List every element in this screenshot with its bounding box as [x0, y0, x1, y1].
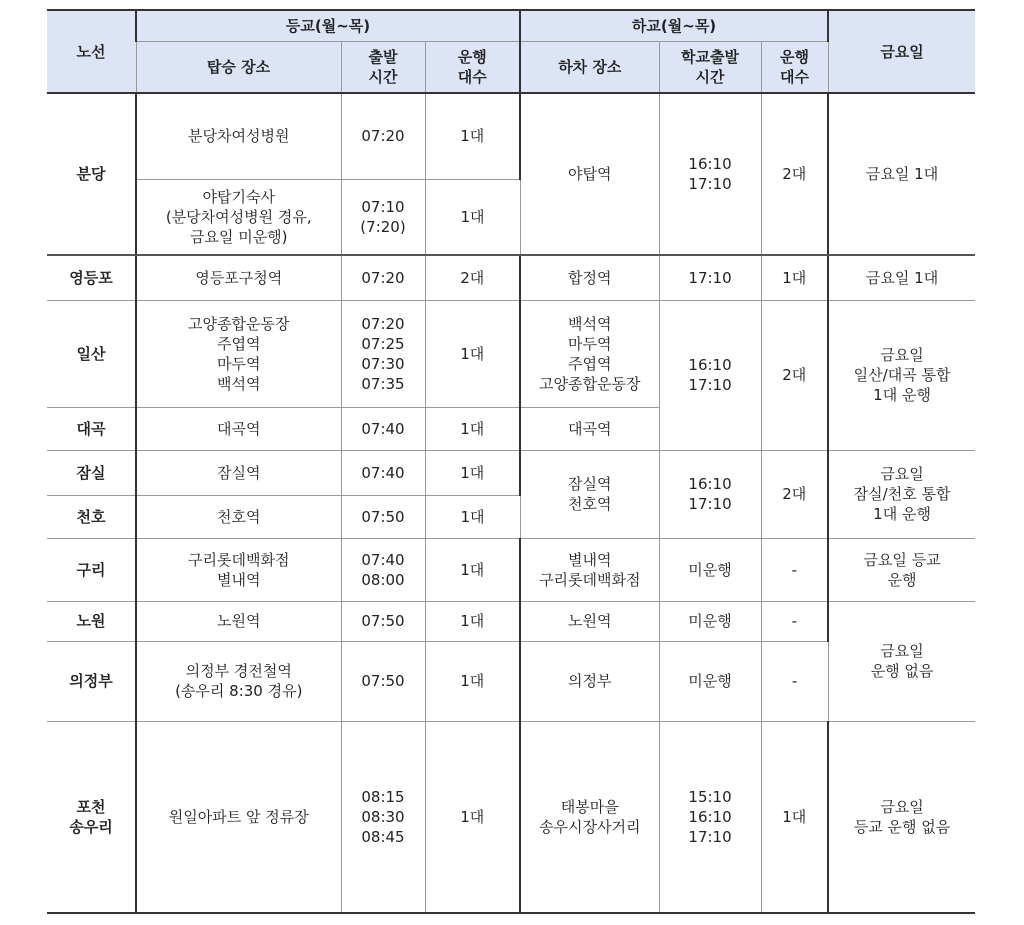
- header-friday: 금요일: [828, 10, 975, 93]
- drop-place: 태봉마을 송우시장사거리: [520, 721, 659, 913]
- bus-count-return: 2대: [761, 300, 828, 450]
- route-name: 의정부: [47, 641, 136, 721]
- header-drop-place: 하차 장소: [520, 42, 659, 94]
- bus-count: 1대: [425, 407, 520, 450]
- friday-info: 금요일 일산/대곡 통합 1대 운행: [828, 300, 975, 450]
- header-to-school: 등교(월~목): [136, 10, 520, 42]
- header-bus-count-return: 운행 대수: [761, 42, 828, 94]
- bus-count: 1대: [425, 538, 520, 601]
- school-depart-time: 미운행: [659, 538, 761, 601]
- depart-time: 07:10 (7:20): [341, 179, 425, 255]
- table-row: [47, 450, 975, 495]
- bus-count: 1대: [425, 300, 520, 407]
- bus-count: 1대: [425, 641, 520, 721]
- school-depart-time: 미운행: [659, 641, 761, 721]
- bus-count-return: -: [761, 641, 828, 721]
- depart-time: 07:40: [341, 450, 425, 495]
- route-name: 일산: [47, 300, 136, 407]
- school-depart-time: 16:10 17:10: [659, 450, 761, 538]
- school-depart-time: 미운행: [659, 601, 761, 641]
- bus-count-return: -: [761, 601, 828, 641]
- drop-place: 노원역: [520, 601, 659, 641]
- bus-count-return: 2대: [761, 450, 828, 538]
- bus-count: 1대: [425, 450, 520, 495]
- header-route: 노선: [47, 10, 136, 93]
- table-row: [47, 300, 975, 407]
- route-name: 천호: [47, 495, 136, 538]
- bus-count-return: -: [761, 538, 828, 601]
- drop-place: 야탑역: [520, 93, 659, 255]
- header-bus-count: 운행 대수: [425, 42, 520, 94]
- friday-info: 금요일 1대: [828, 255, 975, 300]
- board-place: 야탑기숙사 (분당차여성병원 경유, 금요일 미운행): [136, 179, 341, 255]
- bus-count: 1대: [425, 93, 520, 179]
- school-depart-time: 16:10 17:10: [659, 300, 761, 450]
- depart-time: 07:40 08:00: [341, 538, 425, 601]
- depart-time: 07:50: [341, 601, 425, 641]
- depart-time: 07:50: [341, 641, 425, 721]
- board-place: 의정부 경전철역 (송우리 8:30 경유): [136, 641, 341, 721]
- drop-place: 별내역 구리롯데백화점: [520, 538, 659, 601]
- board-place: 영등포구청역: [136, 255, 341, 300]
- header-from-school: 하교(월~목): [520, 10, 828, 42]
- bus-count: 2대: [425, 255, 520, 300]
- table-row: [47, 601, 975, 641]
- board-place: 천호역: [136, 495, 341, 538]
- friday-info: 금요일 1대: [828, 93, 975, 255]
- board-place: 분당차여성병원: [136, 93, 341, 179]
- route-name: 잠실: [47, 450, 136, 495]
- friday-info: 금요일 잠실/천호 통합 1대 운행: [828, 450, 975, 538]
- school-depart-time: 15:10 16:10 17:10: [659, 721, 761, 913]
- route-name: 분당: [47, 93, 136, 255]
- route-name: 구리: [47, 538, 136, 601]
- drop-place: 백석역 마두역 주엽역 고양종합운동장: [520, 300, 659, 407]
- header-school-depart-time: 학교출발 시간: [659, 42, 761, 94]
- drop-place: 대곡역: [520, 407, 659, 450]
- board-place: 구리롯데백화점 별내역: [136, 538, 341, 601]
- drop-place: 합정역: [520, 255, 659, 300]
- bus-count-return: 1대: [761, 721, 828, 913]
- bus-count-return: 1대: [761, 255, 828, 300]
- depart-time: 07:20 07:25 07:30 07:35: [341, 300, 425, 407]
- bus-count-return: 2대: [761, 93, 828, 255]
- bus-count: 1대: [425, 721, 520, 913]
- board-place: 노원역: [136, 601, 341, 641]
- depart-time: 08:15 08:30 08:45: [341, 721, 425, 913]
- board-place: 대곡역: [136, 407, 341, 450]
- board-place: 고양종합운동장 주엽역 마두역 백석역: [136, 300, 341, 407]
- header-depart-time: 출발 시간: [341, 42, 425, 94]
- table-row: [47, 721, 975, 913]
- depart-time: 07:20: [341, 255, 425, 300]
- bus-count: 1대: [425, 601, 520, 641]
- drop-place: 의정부: [520, 641, 659, 721]
- table-row: [47, 538, 975, 601]
- depart-time: 07:20: [341, 93, 425, 179]
- depart-time: 07:50: [341, 495, 425, 538]
- drop-place: 잠실역 천호역: [520, 450, 659, 538]
- bus-count: 1대: [425, 495, 520, 538]
- friday-info: 금요일 등교 운행 없음: [828, 721, 975, 913]
- board-place: 잠실역: [136, 450, 341, 495]
- header-board-place: 탑승 장소: [136, 42, 341, 94]
- route-name: 노원: [47, 601, 136, 641]
- friday-info: 금요일 운행 없음: [828, 601, 975, 721]
- school-depart-time: 16:10 17:10: [659, 93, 761, 255]
- table-row: [47, 255, 975, 300]
- route-name: 포천 송우리: [47, 721, 136, 913]
- bus-count: 1대: [425, 179, 520, 255]
- route-name: 대곡: [47, 407, 136, 450]
- depart-time: 07:40: [341, 407, 425, 450]
- school-depart-time: 17:10: [659, 255, 761, 300]
- route-name: 영등포: [47, 255, 136, 300]
- table-row: [47, 93, 975, 179]
- board-place: 원일아파트 앞 정류장: [136, 721, 341, 913]
- shuttle-bus-schedule-table: [47, 9, 975, 914]
- friday-info: 금요일 등교 운행: [828, 538, 975, 601]
